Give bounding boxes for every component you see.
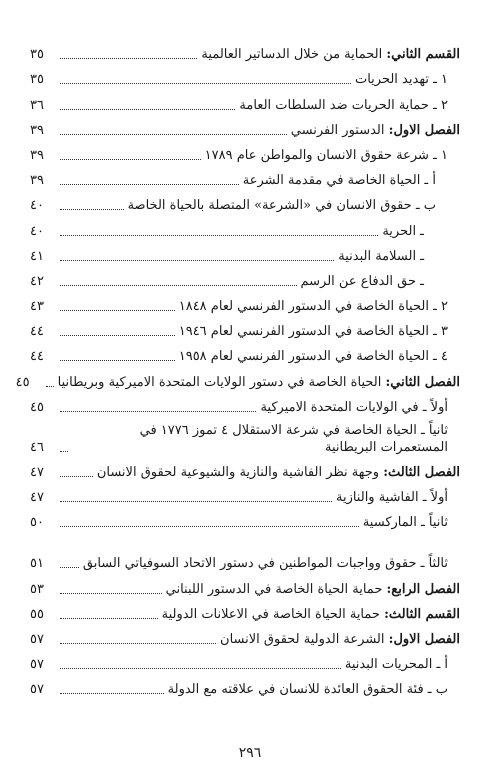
toc-label: الفصل الثاني: [385, 374, 460, 390]
toc-title: الحماية من خلال الدساتير العالمية [201, 47, 383, 63]
toc-title: الدستور الفرنسي [290, 122, 385, 138]
toc-row [30, 118, 460, 143]
toc-title: حماية الحياة الخاصة في الدستور اللبناني [165, 581, 383, 597]
toc-title: ثانياً ـ الحياة الخاصة في شرعة الاستقلال ٤ تموز ١٧٧٦ في المستعمرات البريطانية [139, 422, 448, 455]
toc-title: أ ـ الحياة الخاصة في مقدمة الشرعة [242, 173, 436, 189]
leader-dots [60, 410, 256, 412]
leader-dots [60, 667, 341, 669]
toc-row [30, 510, 460, 535]
toc-row [15, 369, 460, 394]
toc-page-number: ٤٤ [30, 349, 44, 365]
toc-row [30, 92, 460, 117]
toc-title: وجهة نظر الفاشية والنازية والشيوعية لحقوق الانسان [96, 465, 380, 480]
toc-page-number: ٣٩ [30, 147, 44, 163]
toc-page-number: ٤٥ [15, 374, 30, 390]
toc-page-number: ٣٥ [30, 47, 44, 63]
toc-row [30, 67, 460, 92]
toc-title: ثالثاً ـ حقوق وواجبات المواطنين في دستور الاتحاد السوفياتي السابق [82, 556, 448, 572]
leader-dots [60, 259, 334, 261]
leader-dots [60, 284, 297, 286]
toc-row [30, 269, 460, 294]
toc-page-number: ٥٧ [30, 682, 44, 698]
toc-row [30, 319, 460, 344]
toc-title: ١ ـ تهديد الحريات [354, 72, 448, 88]
toc-title: ـ السلامة البدنية [338, 248, 424, 264]
toc-page-number: ٣٥ [30, 72, 44, 88]
toc-row [30, 42, 460, 67]
toc-label: القسم الثالث: [384, 606, 460, 622]
toc-title: ١ ـ شرعة حقوق الانسان والمواطن عام ١٧٨٩ [204, 147, 448, 163]
toc-row [30, 677, 460, 702]
leader-dots [60, 692, 164, 694]
toc-title: ـ الحرية [382, 223, 424, 239]
toc-page-number: ٤٤ [30, 324, 44, 340]
toc-label: الفصل الاول: [388, 631, 460, 647]
toc-row [30, 395, 460, 420]
toc-page-number: ٤٦ [30, 439, 44, 455]
toc-page-number: ٤٥ [30, 399, 44, 415]
toc-title: الحياة الخاصة في دستور الولايات المتحدة الاميركية وبريطانيا [57, 374, 382, 390]
toc-page-number: ٤٧ [30, 490, 44, 506]
toc-title: ب ـ فئة الحقوق العائدة للانسان في علاقته مع الدولة [167, 682, 448, 698]
toc-page-number: ٤٢ [30, 273, 44, 289]
toc-title: ثانياً ـ الماركسية [362, 515, 448, 531]
toc-row [30, 576, 460, 601]
leader-dots [60, 309, 175, 311]
toc-title: ـ حق الدفاع عن الرسم [300, 273, 424, 289]
leader-dots [60, 108, 235, 110]
table-of-contents [15, 42, 460, 702]
toc-title: ٤ ـ الحياة الخاصة في الدستور الفرنسي لعام ١٩٥٨ [178, 349, 448, 365]
leader-dots [60, 183, 239, 185]
leader-dots [60, 592, 162, 594]
toc-page-number: ٤١ [30, 248, 44, 264]
toc-row [30, 627, 460, 652]
toc-page-number: ٣٦ [30, 97, 44, 113]
leader-dots [60, 234, 378, 236]
toc-row [30, 460, 460, 485]
toc-row [30, 602, 460, 627]
toc-label: الفصل الاول: [388, 122, 460, 138]
toc-label: الفصل الثالث: [383, 465, 460, 480]
toc-row [30, 168, 460, 193]
leader-dots [60, 334, 175, 336]
leader-dots [60, 566, 79, 568]
leader-dots [60, 158, 201, 160]
leader-dots [60, 359, 175, 361]
toc-label: القسم الثاني: [386, 47, 460, 63]
toc-page-number: ٤٣ [30, 299, 44, 315]
toc-title: ٢ ـ الحياة الخاصة في الدستور الفرنسي لعام ١٨٤٨ [178, 299, 448, 315]
leader-dots [60, 475, 93, 477]
toc-row [30, 652, 460, 677]
toc-page-number: ٤٧ [30, 465, 44, 480]
toc-page-number: ٥٣ [30, 581, 44, 597]
toc-row [30, 218, 460, 243]
toc-page-number: ٤٠ [30, 223, 44, 239]
toc-row [30, 193, 460, 218]
toc-row [30, 485, 460, 510]
toc-page-number: ٤٠ [30, 198, 44, 214]
toc-row [30, 420, 460, 460]
toc-title: ٢ ـ حماية الحريات ضد السلطات العامة [239, 97, 448, 113]
toc-title: أ ـ المحريات البدنية [344, 657, 448, 673]
toc-page-number: ٥٠ [30, 515, 44, 531]
leader-dots [60, 617, 158, 619]
toc-page-number: ٥٧ [30, 631, 44, 647]
leader-dots [60, 642, 216, 644]
toc-title: ٣ ـ الحياة الخاصة في الدستور الفرنسي لعام ١٩٤٦ [178, 324, 448, 340]
leader-dots [60, 133, 287, 135]
toc-label: الفصل الرابع: [386, 581, 460, 597]
toc-page-number: ٥٧ [30, 657, 44, 673]
toc-title: الشرعة الدولية لحقوق الانسان [220, 631, 385, 647]
leader-dots [60, 82, 351, 84]
toc-row [30, 244, 460, 269]
leader-dots [46, 385, 54, 387]
page-number: ٢٩٦ [238, 745, 262, 761]
toc-page-number: ٥٥ [30, 606, 44, 622]
toc-title: أولاً ـ في الولايات المتحدة الاميركية [260, 399, 448, 415]
toc-title: أولاً ـ الفاشية والنازية [335, 490, 448, 506]
toc-title: ب ـ حقوق الانسان في «الشرعة» المتصلة بالحياة الخاصة [127, 198, 436, 214]
toc-page-number: ٥١ [30, 556, 44, 572]
leader-dots [60, 450, 68, 452]
toc-page-number: ٣٩ [30, 173, 44, 189]
leader-dots [60, 525, 359, 527]
leader-dots [60, 208, 124, 210]
toc-row [30, 294, 460, 319]
leader-dots [60, 500, 332, 502]
toc-page-number: ٣٩ [30, 122, 44, 138]
toc-title: حماية الحياة الخاصة في الاعلانات الدولية [161, 606, 380, 622]
toc-row [30, 143, 460, 168]
toc-row [30, 344, 460, 369]
leader-dots [60, 57, 197, 59]
toc-row [30, 535, 460, 576]
